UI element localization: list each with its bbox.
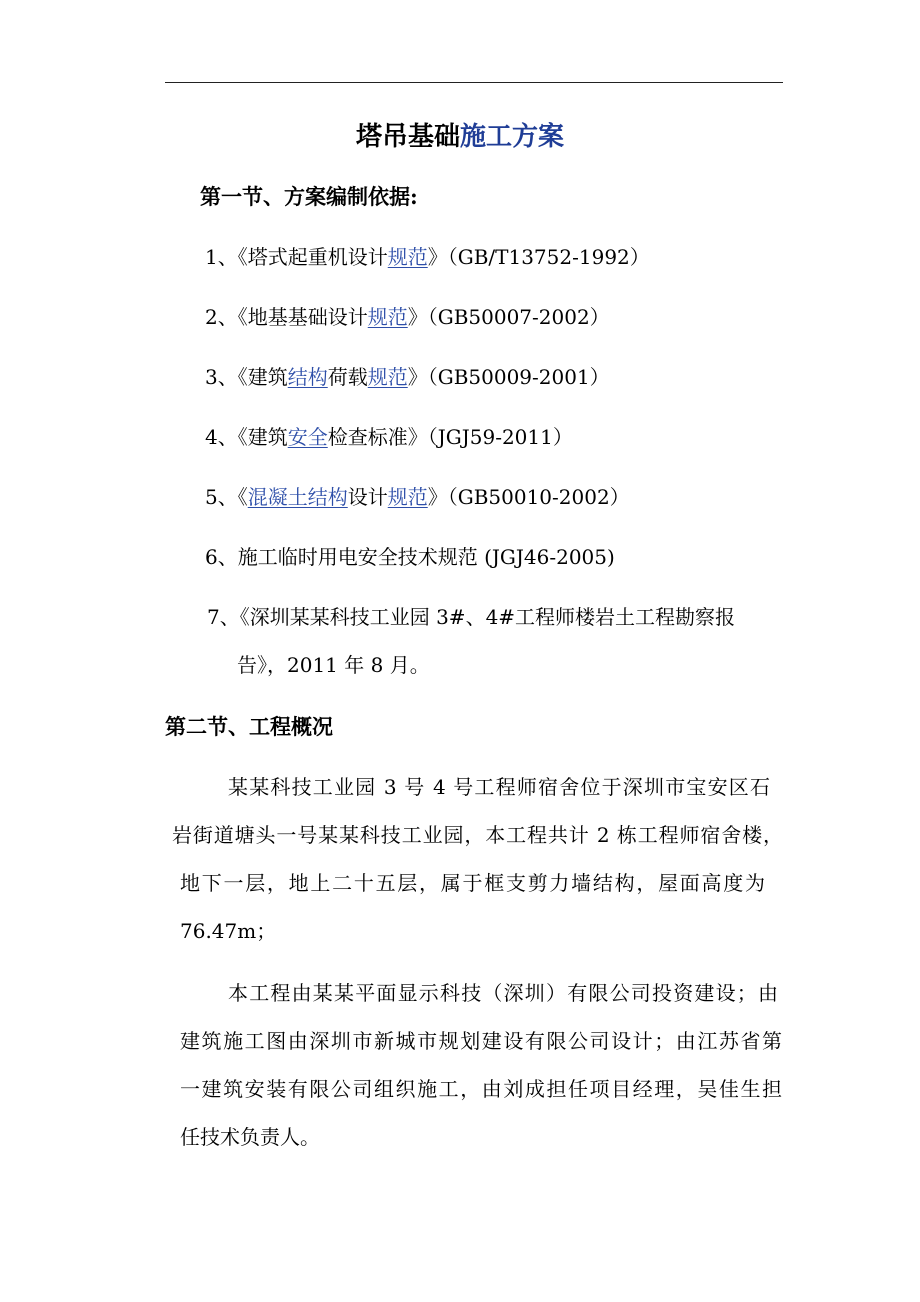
paragraph-2-line-2: 建筑施工图由深圳市新城市规划建设有限公司设计；由江苏省第 xyxy=(180,1029,782,1053)
paragraph-2-line-1: 本工程由某某平面显示科技（深圳）有限公司投资建设；由 xyxy=(228,981,778,1005)
section1-heading: 第一节、方案编制依据: xyxy=(200,184,418,209)
document-title-text: 塔吊基础 xyxy=(355,122,460,152)
paragraph-2-line-3: 一建筑安装有限公司组织施工，由刘成担任项目经理，吴佳生担 xyxy=(180,1077,782,1101)
reference-item-1 xyxy=(205,243,650,271)
section2-heading: 第二节、工程概况 xyxy=(165,714,333,739)
reference-item-7-line-1: 7、《深圳某某科技工业园 3#、4#工程师楼岩土工程勘察报 xyxy=(207,605,736,629)
reference-item-text: 2、《地基基础设计 xyxy=(205,305,368,329)
reference-item-text: 》（GB50009-2001） xyxy=(407,365,610,389)
paragraph-1-line-1: 某某科技工业园 3 号 4 号工程师宿舍位于深圳市宝安区石 xyxy=(228,775,770,799)
reference-item-7-line-2: 告》，2011 年 8 月。 xyxy=(237,653,430,677)
paragraph-1-line-4: 76.47m； xyxy=(180,919,277,943)
reference-item-text: 检查标准》（JGJ59-2011） xyxy=(327,425,573,449)
reference-item-4 xyxy=(205,423,573,451)
reference-item-text: 3、《建筑 xyxy=(205,365,288,389)
keyword-link[interactable]: 规范 xyxy=(387,245,428,269)
reference-item-text: 》（GB50010-2002） xyxy=(427,485,630,509)
paragraph-2-line-4: 任技术负责人。 xyxy=(180,1125,320,1149)
keyword-link[interactable]: 结构 xyxy=(287,365,328,389)
keyword-link[interactable]: 安全 xyxy=(287,425,328,449)
reference-item-text: 设计 xyxy=(347,485,388,509)
reference-item-5 xyxy=(205,483,630,511)
reference-item-text: 》（GB50007-2002） xyxy=(407,305,610,329)
keyword-link[interactable]: 规范 xyxy=(367,305,408,329)
reference-item-text: 4、《建筑 xyxy=(205,425,288,449)
reference-item-text: 荷载 xyxy=(327,365,368,389)
keyword-link[interactable]: 规范 xyxy=(367,365,408,389)
paragraph-1-line-2: 岩街道塘头一号某某科技工业园，本工程共计 2 栋工程师宿舍楼， xyxy=(172,823,783,847)
reference-item-text: 5、《 xyxy=(205,485,248,509)
reference-item-2 xyxy=(205,303,610,331)
reference-item-3 xyxy=(205,363,610,391)
header-rule xyxy=(165,82,783,83)
reference-item-text: 》（GB/T13752-1992） xyxy=(427,245,650,269)
document-title-link[interactable]: 施工方案 xyxy=(460,122,565,152)
reference-item-6 xyxy=(205,543,615,571)
paragraph-1-line-3: 地下一层，地上二十五层，属于框支剪力墙结构，屋面高度为 xyxy=(180,871,765,895)
keyword-link[interactable]: 混凝土结构 xyxy=(247,485,348,509)
keyword-link[interactable]: 规范 xyxy=(387,485,428,509)
reference-item-text: 6、施工临时用电安全技术规范 (JGJ46-2005) xyxy=(205,545,615,569)
document-title xyxy=(0,118,920,156)
reference-item-text: 1、《塔式起重机设计 xyxy=(205,245,388,269)
